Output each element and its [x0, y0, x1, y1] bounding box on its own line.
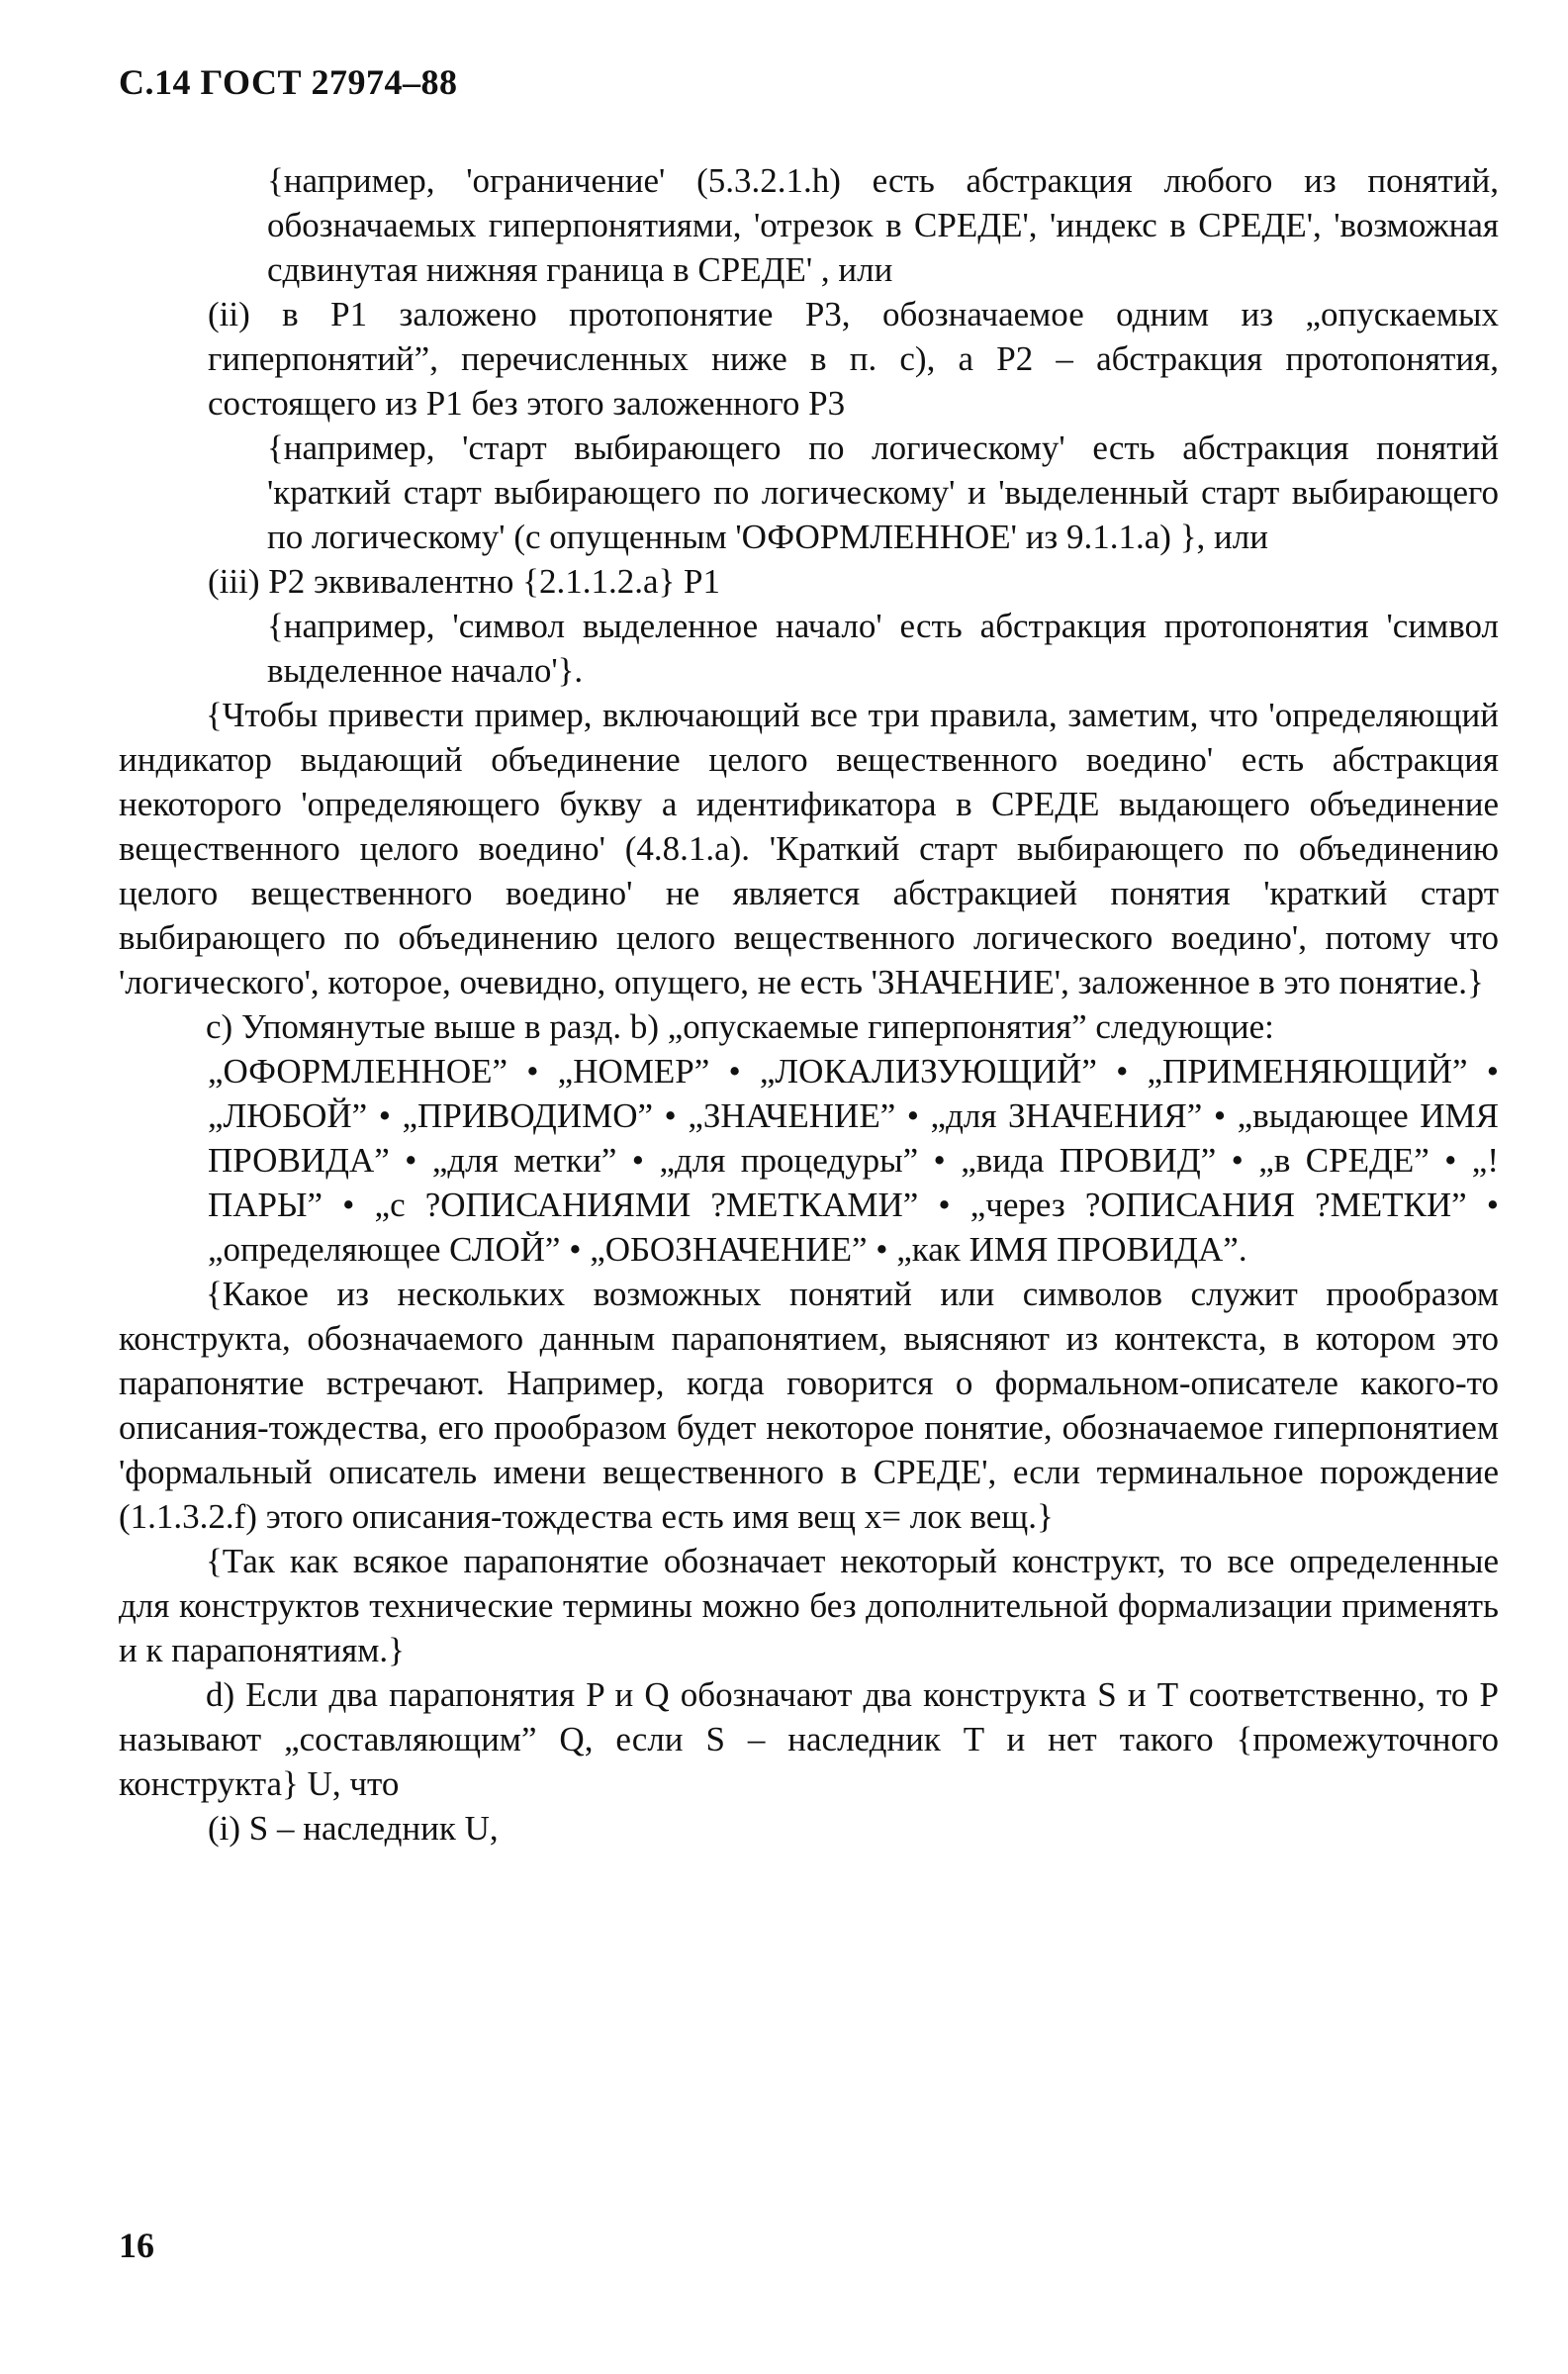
paragraph-context-note: {Какое из нескольких возможных понятий или символов служит прообразом конструкта, обозначаемого данным парапонятием, выясняют из контекста, в котором это парапонятие встречают. Например, когда говорится о формальном-описателе какого-то описания-тождества, его прообразом будет некоторое понятие, обозначаемое гиперпонятием 'формальный описатель имени вещественного в СРЕДЕ', если терминальное порождение (1.1.3.2.f) этого описания-тождества есть имя вещ x= лок вещ.} [119, 1275, 1499, 1536]
paragraph-section-d: d) Если два парапонятия P и Q обозначают два конструкта S и T соответственно, то P называют „составляющим” Q, если S – наследник T и нет такого {промежуточного конструкта} U, что [119, 1675, 1499, 1803]
paragraph-example-iii: {например, 'символ выделенное начало' есть абстракция протопонятия 'символ выделенное начало'}. [267, 607, 1499, 690]
paragraph-terms-note: {Так как всякое парапонятие обозначает некоторый конструкт, то все определенные для конструктов технические термины можно без дополнительной формализации применять и к парапонятиям.} [119, 1542, 1499, 1669]
document-body [119, 158, 1499, 1851]
paragraph-rule-i: (i) S – наследник U, [208, 1809, 499, 1848]
paragraph-omitted-hypernotions: „ОФОРМЛЕННОЕ” • „НОМЕР” • „ЛОКАЛИЗУЮЩИЙ” • „ПРИМЕНЯЮЩИЙ” • „ЛЮБОЙ” • „ПРИВОДИМО” • „ЗНАЧЕНИЕ” • „для ЗНАЧЕНИЯ” • „выдающее ИМЯ ПРОВИДА” • „для метки” • „для процедуры” • „вида ПРОВИД” • „в СРЕДЕ” • „!ПАРЫ” • „с ?ОПИСАНИЯМИ ?МЕТКАМИ” • „через ?ОПИСАНИЯ ?МЕТКИ” • „определяющее СЛОЙ” • „ОБОЗНАЧЕНИЕ” • „как ИМЯ ПРОВИДА”. [208, 1052, 1499, 1269]
paragraph-rule-iii: (iii) P2 эквивалентно {2.1.1.2.a} P1 [208, 562, 720, 601]
paragraph-section-c: c) Упомянутые выше в разд. b) „опускаемые гиперпонятия” следующие: [206, 1007, 1274, 1046]
paragraph-example-intro: {например, 'ограничение' (5.3.2.1.h) есть абстракция любого из понятий, обозначаемых гиперпонятиями, 'отрезок в СРЕДЕ', 'индекс в СРЕДЕ', 'возможная сдвинутая нижняя граница в СРЕДЕ' , или [267, 161, 1499, 289]
paragraph-example-ii: {например, 'старт выбирающего по логическому' есть абстракция понятий 'краткий старт выбирающего по логическому' и 'выделенный старт выбирающего по логическому' (с опущенным 'ОФОРМЛЕННОЕ' из 9.1.1.a) }, или [267, 428, 1499, 556]
paragraph-combined-example: {Чтобы привести пример, включающий все три правила, заметим, что 'определяющий индикатор выдающий объединение целого вещественного воедино' есть абстракция некоторого 'определяющего букву а идентификатора в СРЕДЕ выдающего объединение вещественного целого воедино' (4.8.1.a). 'Краткий старт выбирающего по объединению целого вещественного воедино' не является абстракцией понятия 'краткий старт выбирающего по объединению целого вещественного логического воедино', потому что 'логического', которое, очевидно, опущего, не есть 'ЗНАЧЕНИЕ', заложенное в это понятие.} [119, 696, 1499, 1001]
page-number: 16 [119, 2226, 154, 2265]
paragraph-rule-ii: (ii) в P1 заложено протопонятие P3, обозначаемое одним из „опускаемых гиперпонятий”, перечисленных ниже в п. c), а P2 – абстракция протопонятия, состоящего из P1 без этого заложенного P3 [208, 295, 1499, 423]
page-header: С.14 ГОСТ 27974–88 [119, 62, 458, 102]
